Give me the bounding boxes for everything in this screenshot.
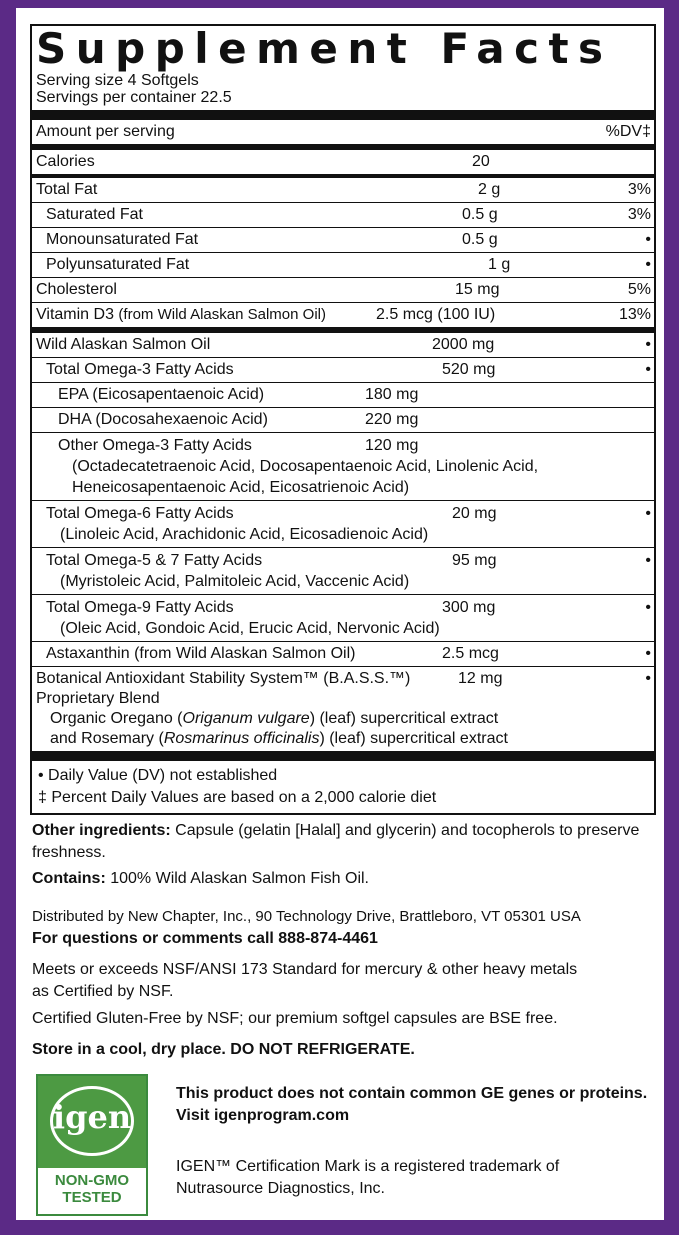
nutrient-amount: 180 mg bbox=[365, 386, 419, 403]
nutrient-source: (from Wild Alaskan Salmon Oil) bbox=[118, 306, 326, 323]
nutrient-label: DHA bbox=[58, 411, 91, 428]
salmon-oil-row bbox=[32, 333, 654, 357]
omega3-row bbox=[32, 357, 654, 382]
nutrient-amount: 12 mg bbox=[458, 670, 503, 687]
nutrient-dv: • bbox=[645, 231, 651, 248]
bass-row bbox=[32, 666, 654, 751]
nsf-text: Meets or exceeds NSF/ANSI 173 Standard for mercury & other heavy metals as Certified by NSF. bbox=[32, 961, 578, 1000]
nutrient-amount: 2 g bbox=[478, 181, 501, 198]
nutrient-label: Cholesterol bbox=[36, 281, 117, 298]
divider-thick bbox=[32, 751, 654, 761]
nutrient-label: Monounsaturated Fat bbox=[46, 231, 199, 248]
questions-text: For questions or comments call 888-874-4461 bbox=[32, 930, 378, 947]
supplement-facts-box bbox=[30, 24, 656, 815]
nutrient-row bbox=[32, 227, 654, 252]
nutrient-label: Total Omega-5 & 7 Fatty Acids bbox=[46, 552, 263, 569]
calories-row bbox=[32, 150, 654, 174]
nutrient-dv: • bbox=[645, 505, 651, 522]
nutrient-amount: 2.5 mcg (100 IU) bbox=[376, 306, 496, 323]
label-panel bbox=[16, 8, 664, 1220]
epa-row bbox=[32, 382, 654, 407]
dha-row bbox=[32, 407, 654, 432]
nutrient-label: Other Omega-3 Fatty Acids bbox=[58, 437, 252, 454]
nutrient-desc: (Docosahexaenoic Acid) bbox=[95, 411, 268, 428]
amount-header-row bbox=[32, 120, 654, 144]
nutrient-row bbox=[32, 252, 654, 277]
nutrient-amount: 120 mg bbox=[365, 437, 419, 454]
nutrient-dv: 3% bbox=[627, 181, 651, 198]
dv-header: %DV‡ bbox=[605, 123, 651, 140]
nutrient-dv: 3% bbox=[627, 206, 651, 223]
nutrient-desc: (Myristoleic Acid, Palmitoleic Acid, Vaccenic Acid) bbox=[60, 573, 410, 590]
omega9-row bbox=[32, 594, 654, 641]
nutrient-amount: 300 mg bbox=[442, 599, 496, 616]
nutrient-amount: 95 mg bbox=[452, 552, 497, 569]
nutrient-label: Total Fat bbox=[36, 181, 98, 198]
vitamin-d3-row bbox=[32, 302, 654, 327]
igen-badge-line1: NON-GMO bbox=[54, 1172, 130, 1189]
gluten-free-text: Certified Gluten-Free by NSF; our premium softgel capsules are BSE free. bbox=[32, 1010, 558, 1027]
nutrient-label: Calories bbox=[36, 153, 95, 170]
nutrient-label: EPA bbox=[58, 386, 88, 403]
nutrient-label: Astaxanthin bbox=[46, 645, 130, 662]
nutrient-label: Saturated Fat bbox=[46, 206, 143, 223]
astaxanthin-row bbox=[32, 641, 654, 666]
nutrient-row bbox=[32, 202, 654, 227]
facts-title: Supplement Facts bbox=[36, 24, 613, 73]
other-omega3-row bbox=[32, 432, 654, 500]
nutrient-amount: 20 mg bbox=[452, 505, 497, 522]
nutrient-label: Vitamin D3 bbox=[36, 306, 114, 323]
nutrient-dv: • bbox=[645, 670, 651, 687]
nutrient-desc: (Linoleic Acid, Arachidonic Acid, Eicosadienoic Acid) bbox=[60, 526, 429, 543]
nutrient-dv: • bbox=[645, 336, 651, 353]
nutrient-dv: • bbox=[645, 599, 651, 616]
nutrient-amount: 520 mg bbox=[442, 361, 496, 378]
omega57-row bbox=[32, 547, 654, 594]
nutrient-dv: • bbox=[645, 552, 651, 569]
nutrient-amount: 220 mg bbox=[365, 411, 419, 428]
divider-thick bbox=[32, 110, 654, 120]
nutrient-dv: 13% bbox=[618, 306, 651, 323]
nutrient-label: Total Omega-9 Fatty Acids bbox=[46, 599, 234, 616]
nutrient-label: Wild Alaskan Salmon Oil bbox=[36, 336, 211, 353]
nutrient-label: Botanical Antioxidant Stability System™ (B.A.S.S.™) bbox=[36, 670, 411, 687]
nutrient-dv: • bbox=[645, 256, 651, 273]
nutrient-label: Proprietary Blend bbox=[36, 690, 160, 707]
nutrient-dv: • bbox=[645, 645, 651, 662]
amount-per-serving-label: Amount per serving bbox=[36, 123, 175, 140]
nutrient-amount: 2000 mg bbox=[432, 336, 495, 353]
nutrient-desc: (Octadecatetraenoic Acid, Docosapentaenoic Acid, Linolenic Acid, bbox=[72, 458, 539, 475]
other-ingredients: Other ingredients: Capsule (gelatin [Halal] and glycerin) and tocopherols to preserve freshness. bbox=[32, 822, 640, 861]
nutrient-row bbox=[32, 277, 654, 302]
nutrient-dv: • bbox=[645, 361, 651, 378]
footnote-percent: ‡ Percent Daily Values are based on a 2,000 calorie diet bbox=[38, 789, 437, 806]
nutrient-label: Total Omega-3 Fatty Acids bbox=[46, 361, 234, 378]
storage-text: Store in a cool, dry place. DO NOT REFRIGERATE. bbox=[32, 1041, 415, 1058]
nutrient-dv: 5% bbox=[627, 281, 651, 298]
nutrient-amount: 2.5 mcg bbox=[442, 645, 499, 662]
igen-logo-word: igen bbox=[52, 1098, 132, 1136]
nutrient-desc: Heneicosapentaenoic Acid, Eicosatrienoic Acid) bbox=[72, 479, 410, 496]
footnote-dv: • Daily Value (DV) not established bbox=[38, 767, 278, 784]
facts-footnotes bbox=[32, 761, 654, 813]
serving-size: Serving size 4 Softgels bbox=[36, 72, 199, 89]
igen-trademark: IGEN™ Certification Mark is a registered trademark of Nutrasource Diagnostics, Inc. bbox=[176, 1158, 560, 1197]
distributor-text: Distributed by New Chapter, Inc., 90 Technology Drive, Brattleboro, VT 05301 USA bbox=[32, 908, 581, 925]
nutrient-label: Polyunsaturated Fat bbox=[46, 256, 190, 273]
omega6-row bbox=[32, 500, 654, 547]
servings-per-container: Servings per container 22.5 bbox=[36, 89, 232, 106]
nutrient-desc: and Rosemary (Rosmarinus officinalis) (leaf) supercritical extract bbox=[50, 730, 508, 747]
contains-text: Contains: 100% Wild Alaskan Salmon Fish Oil. bbox=[32, 870, 369, 887]
nutrient-amount: 15 mg bbox=[455, 281, 500, 298]
nutrient-desc: (Eicosapentaenoic Acid) bbox=[92, 386, 265, 403]
nutrient-amount: 0.5 g bbox=[462, 231, 498, 248]
nutrient-amount: 0.5 g bbox=[462, 206, 498, 223]
nutrient-amount: 20 bbox=[472, 153, 490, 170]
nutrient-amount: 1 g bbox=[488, 256, 511, 273]
igen-non-gmo-logo bbox=[36, 1074, 148, 1216]
nutrient-row bbox=[32, 178, 654, 202]
nutrient-source: (from Wild Alaskan Salmon Oil) bbox=[134, 645, 356, 662]
nutrient-desc: Organic Oregano (Origanum vulgare) (leaf) supercritical extract bbox=[50, 710, 499, 727]
igen-claim: This product does not contain common GE genes or proteins. Visit igenprogram.com bbox=[176, 1085, 648, 1124]
nutrient-desc: (Oleic Acid, Gondoic Acid, Erucic Acid, Nervonic Acid) bbox=[60, 620, 440, 637]
nutrient-label: Total Omega-6 Fatty Acids bbox=[46, 505, 234, 522]
igen-badge-line2: TESTED bbox=[62, 1189, 122, 1206]
